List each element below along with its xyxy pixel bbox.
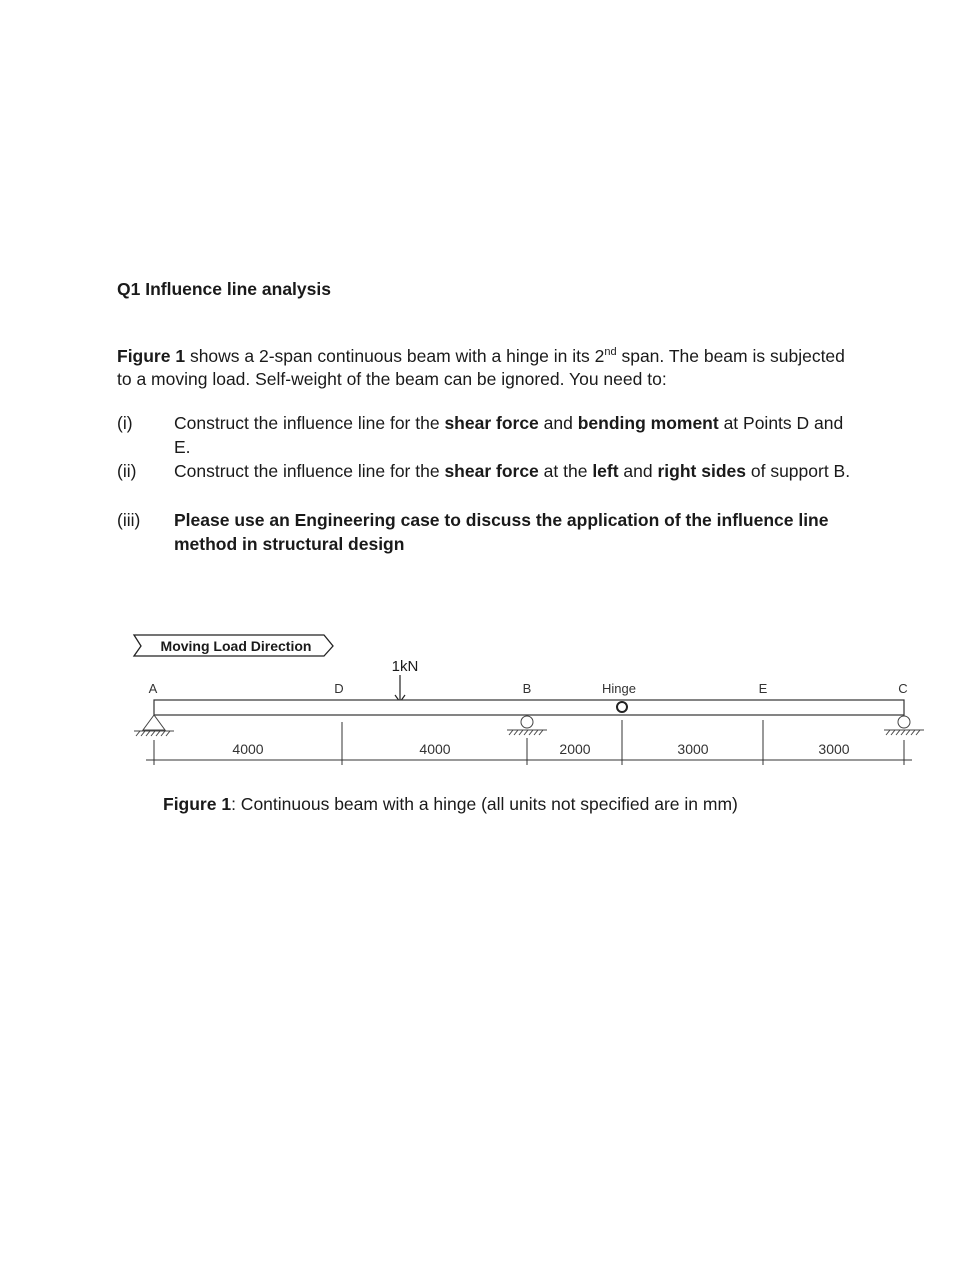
task-bold-span: left bbox=[592, 461, 619, 481]
beam bbox=[154, 700, 904, 715]
point-label-c: C bbox=[898, 681, 908, 696]
task-number: (iii) bbox=[117, 510, 141, 530]
point-label-d: D bbox=[334, 681, 344, 696]
task-number: (ii) bbox=[117, 461, 137, 481]
task-bold-span: bending moment bbox=[577, 413, 719, 433]
task-bold-span: right sides bbox=[657, 461, 746, 481]
task-text-span: Construct the influence line for the bbox=[174, 461, 445, 481]
task-number: (i) bbox=[117, 413, 133, 433]
pin-support-a-icon bbox=[134, 715, 174, 736]
intro-figure-ref: Figure 1 bbox=[117, 346, 186, 366]
intro-text-2: span. The beam is subjected to a moving load. Self-weight of the beam can be ignored. You need to: bbox=[117, 346, 845, 389]
point-label-a: A bbox=[148, 681, 158, 696]
task-bold-span: shear force bbox=[444, 461, 539, 481]
intro-text-1: shows a 2-span continuous beam with a hinge in its 2 bbox=[185, 346, 605, 366]
load-arrow-icon bbox=[395, 675, 405, 702]
question-heading: Q1 Influence line analysis bbox=[117, 279, 331, 299]
task-text-span: at Points D and E. bbox=[174, 413, 844, 457]
roller-support-c-icon bbox=[884, 716, 924, 735]
caption-figure-ref: Figure 1 bbox=[163, 794, 232, 814]
hinge-icon bbox=[617, 702, 627, 712]
task-text-span: and bbox=[538, 413, 578, 433]
dimension-label: 4000 bbox=[232, 741, 264, 757]
dimension-label: 4000 bbox=[419, 741, 451, 757]
roller-support-b-icon bbox=[507, 716, 547, 735]
direction-label: Moving Load Direction bbox=[160, 638, 312, 654]
task-bold-span: shear force bbox=[444, 413, 539, 433]
point-label-e: E bbox=[758, 681, 768, 696]
task-text: Please use an Engineering case to discuss the application of the influence line method in structural design bbox=[174, 510, 829, 554]
task-text-span: Construct the influence line for the bbox=[174, 413, 445, 433]
point-label-hinge: Hinge bbox=[602, 681, 636, 696]
task-text-span: at the bbox=[538, 461, 593, 481]
load-label: 1kN bbox=[391, 658, 419, 675]
intro-superscript: nd bbox=[604, 346, 617, 359]
task-text-span: and bbox=[618, 461, 658, 481]
dimension-label: 3000 bbox=[818, 741, 850, 757]
point-label-b: B bbox=[522, 681, 532, 696]
dimension-label: 3000 bbox=[677, 741, 709, 757]
figure-caption bbox=[163, 794, 738, 815]
caption-text: : Continuous beam with a hinge (all units not specified are in mm) bbox=[231, 794, 738, 814]
task-text-span: of support B. bbox=[746, 461, 851, 481]
dimension-label: 2000 bbox=[559, 741, 591, 757]
